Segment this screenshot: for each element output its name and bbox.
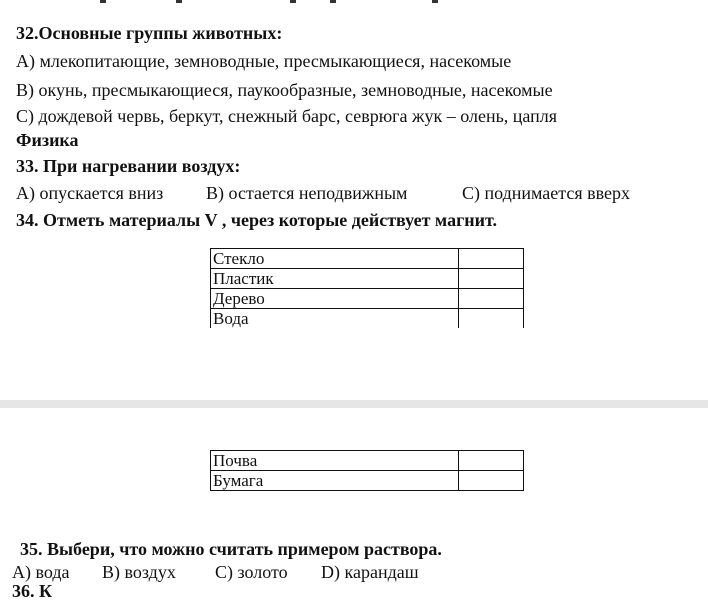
material-name: Стекло: [211, 249, 459, 269]
question-32-title: 32.Основные группы животных:: [16, 23, 283, 43]
table-row: [211, 471, 524, 491]
check-cell[interactable]: [459, 289, 524, 309]
question-36-partial: 36. К: [12, 581, 53, 601]
question-34-title: 34. Отметь материалы V , через которые действует магнит.: [16, 210, 497, 230]
check-cell[interactable]: [459, 471, 524, 491]
material-name: Бумага: [211, 471, 459, 491]
question-35-title: 35. Выбери, что можно считать примером раствора.: [20, 539, 442, 559]
question-35-option-d: D) карандаш: [321, 562, 419, 582]
table-row: [211, 269, 524, 289]
check-cell[interactable]: [459, 269, 524, 289]
question-33-option-a: А) опускается вниз: [16, 183, 164, 203]
question-33-title: 33. При нагревании воздух:: [16, 156, 241, 176]
table-row: [211, 309, 524, 329]
materials-table-2: [210, 450, 524, 491]
question-33-options: [16, 182, 630, 204]
material-name: Дерево: [211, 289, 459, 309]
material-name: Почва: [211, 451, 459, 471]
material-name: Вода: [211, 309, 459, 329]
check-cell[interactable]: [459, 249, 524, 269]
question-35-option-a: А) вода: [12, 562, 70, 582]
materials-table-1: [210, 248, 524, 328]
check-cell[interactable]: [459, 309, 524, 329]
question-32-option-b: В) окунь, пресмыкающиеся, паукообразные, земноводные, насекомые: [16, 80, 553, 100]
page-break: [0, 400, 708, 408]
cut-off-top-line: [0, 0, 708, 4]
section-heading-physics: Физика: [16, 130, 79, 150]
table-row: [211, 451, 524, 471]
question-32-option-a: А) млекопитающие, земноводные, пресмыкающиеся, насекомые: [16, 51, 512, 71]
check-cell[interactable]: [459, 451, 524, 471]
question-32-option-c: С) дождевой червь, беркут, снежный барс, севрюга жук – олень, цапля: [16, 106, 558, 126]
table-row: [211, 249, 524, 269]
question-35-option-b: В) воздух: [102, 562, 176, 582]
question-35-option-c: С) золото: [215, 562, 288, 582]
question-35-options: [12, 561, 419, 583]
question-33-option-b: В) остается неподвижным: [206, 183, 408, 203]
question-33-option-c: С) поднимается вверх: [462, 183, 631, 203]
table-row: [211, 289, 524, 309]
material-name: Пластик: [211, 269, 459, 289]
